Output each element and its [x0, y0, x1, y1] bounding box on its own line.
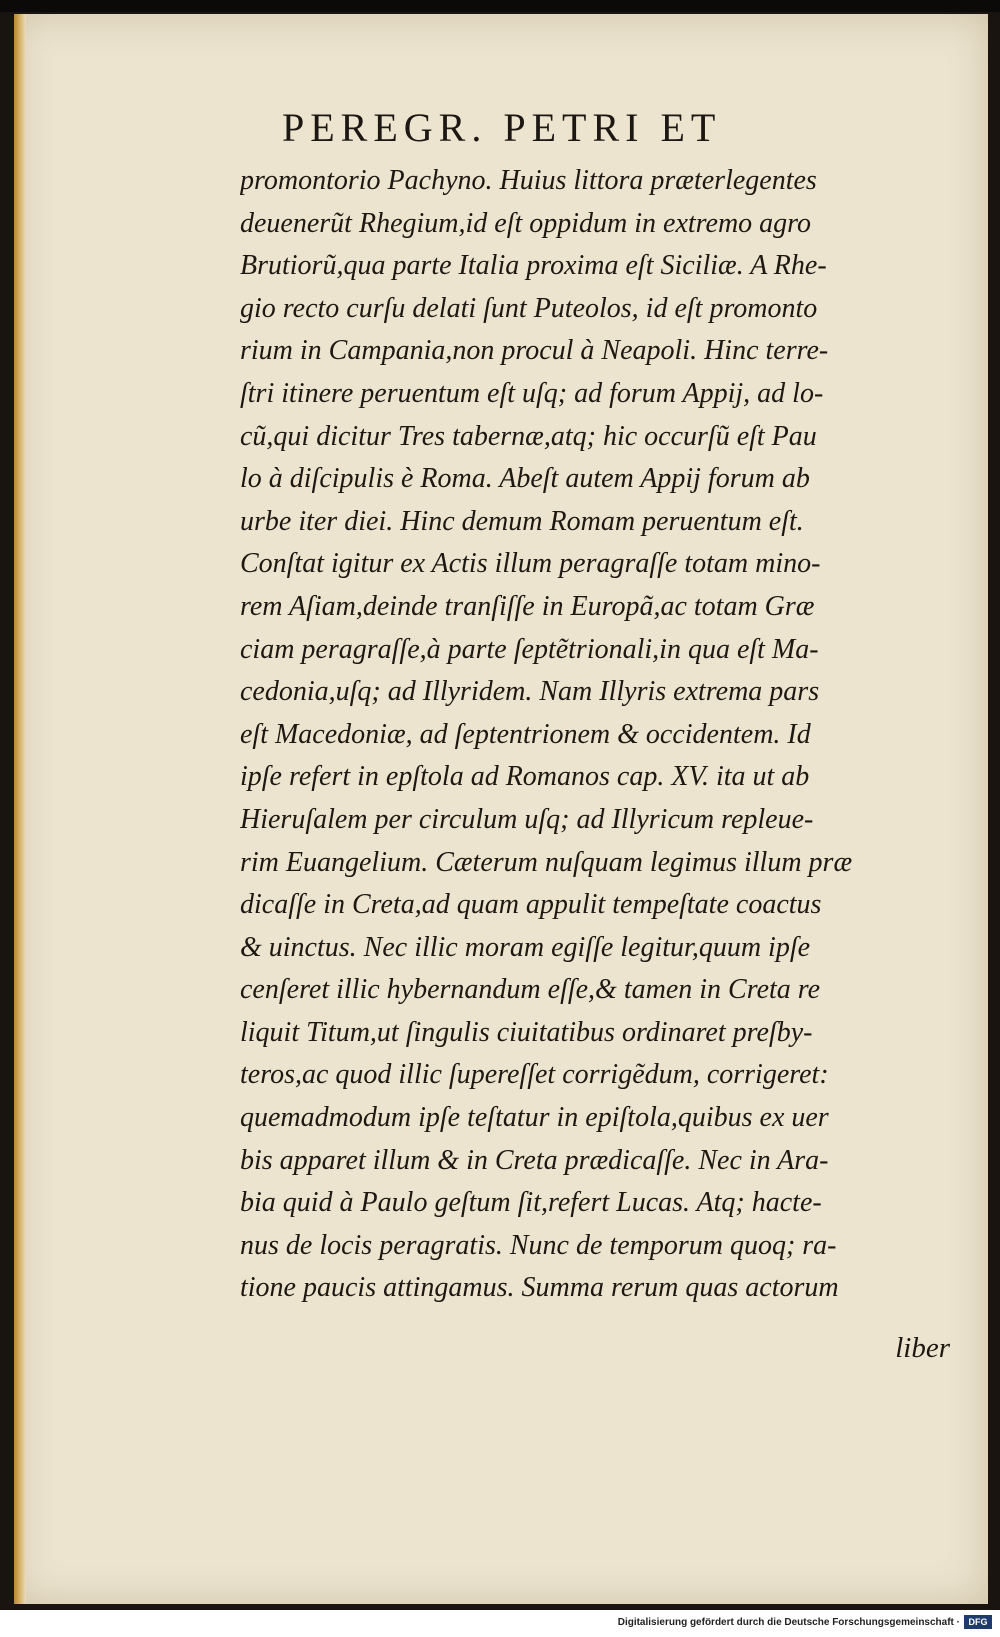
text-line: Brutiorũ,qua parte Italia proxima eſt Siciliæ. A Rhe- — [240, 250, 827, 282]
text-line: cenſeret illic hybernandum eſſe,& tamen in Creta re — [240, 974, 821, 1006]
body-text — [240, 160, 950, 1310]
text-line: gio recto curſu delati ſunt Puteolos, id eſt promonto — [240, 292, 818, 324]
text-line: urbe iter diei. Hinc demum Romam peruentum eſt. — [240, 505, 804, 537]
text-line: cedonia,uſq; ad Illyridem. Nam Illyris extrema pars — [240, 676, 820, 708]
text-line: quemadmodum ipſe teſtatur in epiſtola,quibus ex uer — [240, 1102, 829, 1134]
running-head: PEREGR. PETRI ET — [282, 105, 722, 150]
text-line: eſt Macedoniæ, ad ſeptentrionem & occidentem. Id — [240, 718, 811, 750]
text-line: tione paucis attingamus. Summa rerum quas actorum — [240, 1272, 839, 1304]
text-line: teros,ac quod illic ſupereſſet corrigẽdum, corrigeret: — [240, 1059, 829, 1091]
page-gilt-edge — [14, 14, 26, 1604]
scan-top-border — [0, 0, 1000, 12]
text-line: dicaſſe in Creta,ad quam appulit tempeſtate coactus — [240, 889, 822, 921]
text-line: Conſtat igitur ex Actis illum peragraſſe totam mino- — [240, 548, 821, 580]
text-line: cũ,qui dicitur Tres tabernæ,atq; hic occurſũ eſt Pau — [240, 420, 817, 452]
text-line: rim Euangelium. Cæterum nuſquam legimus illum præ — [240, 846, 853, 878]
text-line: ciam peragraſſe,à parte ſeptẽtrionali,in qua eſt Ma- — [240, 633, 819, 665]
catchword: liber — [895, 1332, 950, 1364]
text-line: ipſe refert in epſtola ad Romanos cap. XV. ita ut ab — [240, 761, 810, 793]
dfg-logo: DFG — [964, 1615, 992, 1629]
text-line: liquit Titum,ut ſingulis ciuitatibus ordinaret preſby- — [240, 1016, 813, 1048]
text-line: lo à diſcipulis è Roma. Abeſt autem Appij forum ab — [240, 463, 810, 495]
text-line: rium in Campania,non procul à Neapoli. Hinc terre- — [240, 335, 829, 367]
text-line: promontorio Pachyno. Huius littora præterlegentes — [240, 165, 817, 196]
text-line: nus de locis peragratis. Nunc de temporum quoq; ra- — [240, 1229, 837, 1261]
digitization-credit: Digitalisierung gefördert durch die Deutsche Forschungsgemeinschaft · — [617, 1617, 960, 1628]
text-line: Hieruſalem per circulum uſq; ad Illyricum repleue- — [240, 803, 814, 835]
text-line: & uinctus. Nec illic moram egiſſe legitur,quum ipſe — [240, 931, 811, 963]
text-line: bia quid à Paulo geſtum ſit,refert Lucas. Atq; hacte- — [240, 1187, 822, 1219]
text-line: rem Aſiam,deinde tranſiſſe in Europã,ac totam Græ — [240, 590, 815, 622]
text-line: ſtri itinere peruentum eſt uſq; ad forum Appij, ad lo- — [240, 377, 824, 409]
text-line: deuenerũt Rhegium,id eſt oppidum in extremo agro — [240, 207, 812, 239]
text-line: bis apparet illum & in Creta prædicaſſe. Nec in Ara- — [240, 1144, 829, 1176]
